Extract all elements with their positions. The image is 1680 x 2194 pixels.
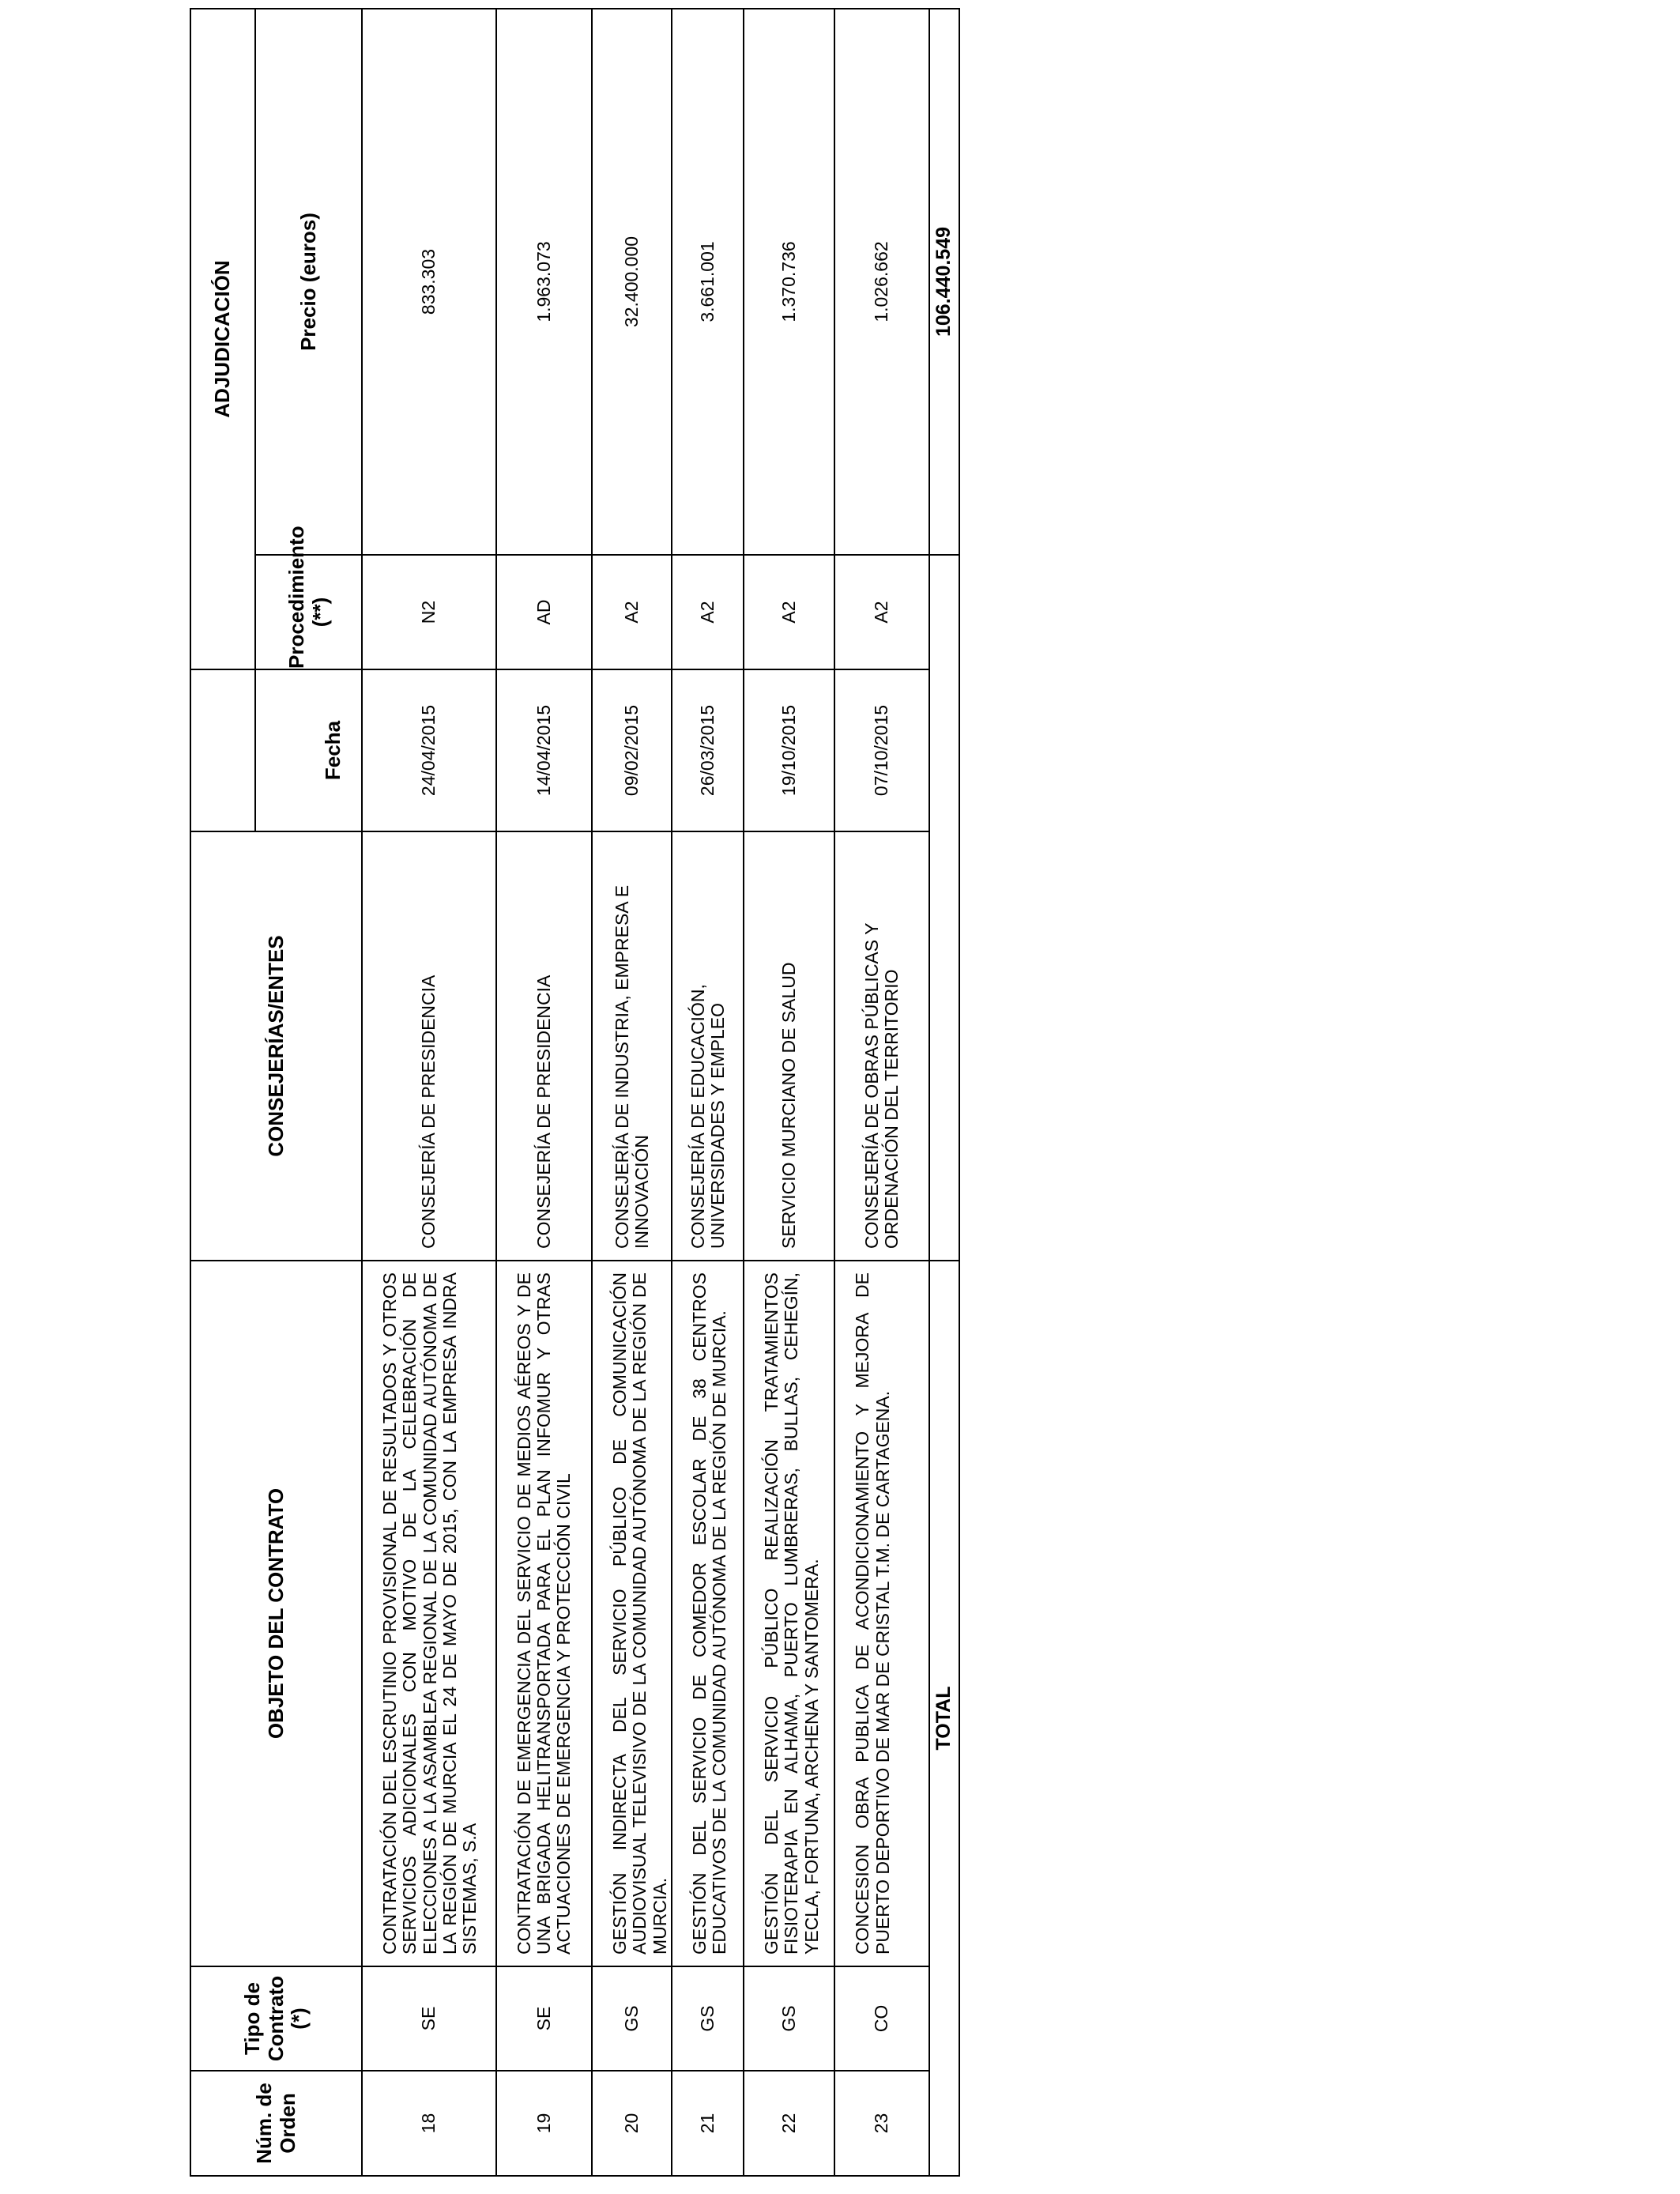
row-num: 22 <box>744 2071 834 2176</box>
header-tipo: Tipo de Contrato (*) <box>190 1966 362 2071</box>
row-ente: CONSEJERÍA DE EDUCACIÓN, UNIVERSIDADES Y EMPLEO <box>672 831 744 1261</box>
row-ente: CONSEJERÍA DE PRESIDENCIA <box>362 831 496 1261</box>
row-procedimiento: A2 <box>834 555 929 669</box>
row-objeto: CONTRATACIÓN DEL ESCRUTINIO PROVISIONAL DE RESULTADOS Y OTROS SERVICIOS ADICIONALES CON MOTIVO DE LA CELEBRACIÓN DE ELECCIONES A LA ASAMBLEA REGIONAL DE LA COMUNIDAD AUTÓNOMA DE LA REGIÓN DE MURCIA EL 24 DE MAYO DE 2015, CON LA EMPRESA INDRA SISTEMAS, S.A <box>362 1261 496 1966</box>
row-tipo: GS <box>744 1966 834 2071</box>
header-row-1 <box>190 9 255 2176</box>
table-row <box>744 9 834 2176</box>
row-precio: 1.026.662 <box>834 9 929 555</box>
row-num: 20 <box>592 2071 672 2176</box>
row-precio: 833.303 <box>362 9 496 555</box>
header-objeto: OBJETO DEL CONTRATO <box>190 1261 362 1966</box>
row-precio: 3.661.001 <box>672 9 744 555</box>
row-precio: 1.963.073 <box>496 9 592 555</box>
header-procedimiento: Procedimiento (**) <box>255 555 362 669</box>
row-num: 18 <box>362 2071 496 2176</box>
header-blank <box>190 669 255 831</box>
row-tipo: GS <box>592 1966 672 2071</box>
header-precio: Precio (euros) <box>255 9 362 555</box>
row-fecha: 07/10/2015 <box>834 669 929 831</box>
row-fecha: 24/04/2015 <box>362 669 496 831</box>
row-fecha: 26/03/2015 <box>672 669 744 831</box>
table-row <box>592 9 672 2176</box>
row-precio: 1.370.736 <box>744 9 834 555</box>
row-fecha: 14/04/2015 <box>496 669 592 831</box>
total-label: TOTAL <box>929 1261 959 2176</box>
row-procedimiento: A2 <box>592 555 672 669</box>
row-objeto: GESTIÓN DEL SERVICIO DE COMEDOR ESCOLAR DE 38 CENTROS EDUCATIVOS DE LA COMUNIDAD AUTÓNOMA DE LA REGIÓN DE MURCIA. <box>672 1261 744 1966</box>
row-tipo: GS <box>672 1966 744 2071</box>
row-objeto: CONTRATACIÓN DE EMERGENCIA DEL SERVICIO DE MEDIOS AÉREOS Y DE UNA BRIGADA HELITRANSPORTADA PARA EL PLAN INFOMUR Y OTRAS ACTUACIONES DE EMERGENCIA Y PROTECCIÓN CIVIL <box>496 1261 592 1966</box>
total-value: 106.440.549 <box>929 9 959 555</box>
row-objeto: GESTIÓN DEL SERVICIO PÚBLICO REALIZACIÓN TRATAMIENTOS FISIOTERAPIA EN ALHAMA, PUERTO LUMBRERAS, BULLAS, CEHEGÍN, YECLA, FORTUNA, ARCHENA Y SANTOMERA. <box>744 1261 834 1966</box>
row-ente: CONSEJERÍA DE INDUSTRIA, EMPRESA E INNOVACIÓN <box>592 831 672 1261</box>
total-empty <box>929 555 959 1261</box>
row-procedimiento: N2 <box>362 555 496 669</box>
row-precio: 32.400.000 <box>592 9 672 555</box>
table-body <box>362 9 959 2176</box>
row-objeto: CONCESION OBRA PUBLICA DE ACONDICIONAMIENTO Y MEJORA DE PUERTO DEPORTIVO DE MAR DE CRISTAL T.M. DE CARTAGENA. <box>834 1261 929 1966</box>
row-ente: CONSEJERÍA DE OBRAS PÚBLICAS Y ORDENACIÓN DEL TERRITORIO <box>834 831 929 1261</box>
row-tipo: SE <box>362 1966 496 2071</box>
header-entes: CONSEJERÍAS/ENTES <box>190 831 362 1261</box>
row-ente: CONSEJERÍA DE PRESIDENCIA <box>496 831 592 1261</box>
row-objeto: GESTIÓN INDIRECTA DEL SERVICIO PÚBLICO DE COMUNICACIÓN AUDIOVISUAL TELEVISIVO DE LA COMUNIDAD AUTÓNOMA DE LA REGIÓN DE MURCIA. <box>592 1261 672 1966</box>
row-fecha: 09/02/2015 <box>592 669 672 831</box>
row-num: 19 <box>496 2071 592 2176</box>
row-fecha: 19/10/2015 <box>744 669 834 831</box>
contracts-table <box>190 8 960 2177</box>
row-procedimiento: A2 <box>672 555 744 669</box>
header-fecha: Fecha <box>255 669 362 831</box>
header-adjudicacion: ADJUDICACIÓN <box>190 9 255 669</box>
row-ente: SERVICIO MURCIANO DE SALUD <box>744 831 834 1261</box>
row-tipo: SE <box>496 1966 592 2071</box>
row-num: 21 <box>672 2071 744 2176</box>
table-row <box>834 9 929 2176</box>
table-row <box>672 9 744 2176</box>
table-row <box>496 9 592 2176</box>
table-row <box>362 9 496 2176</box>
total-row <box>929 9 959 2176</box>
row-procedimiento: A2 <box>744 555 834 669</box>
row-num: 23 <box>834 2071 929 2176</box>
header-num: Núm. de Orden <box>190 2071 362 2176</box>
row-tipo: CO <box>834 1966 929 2071</box>
row-procedimiento: AD <box>496 555 592 669</box>
